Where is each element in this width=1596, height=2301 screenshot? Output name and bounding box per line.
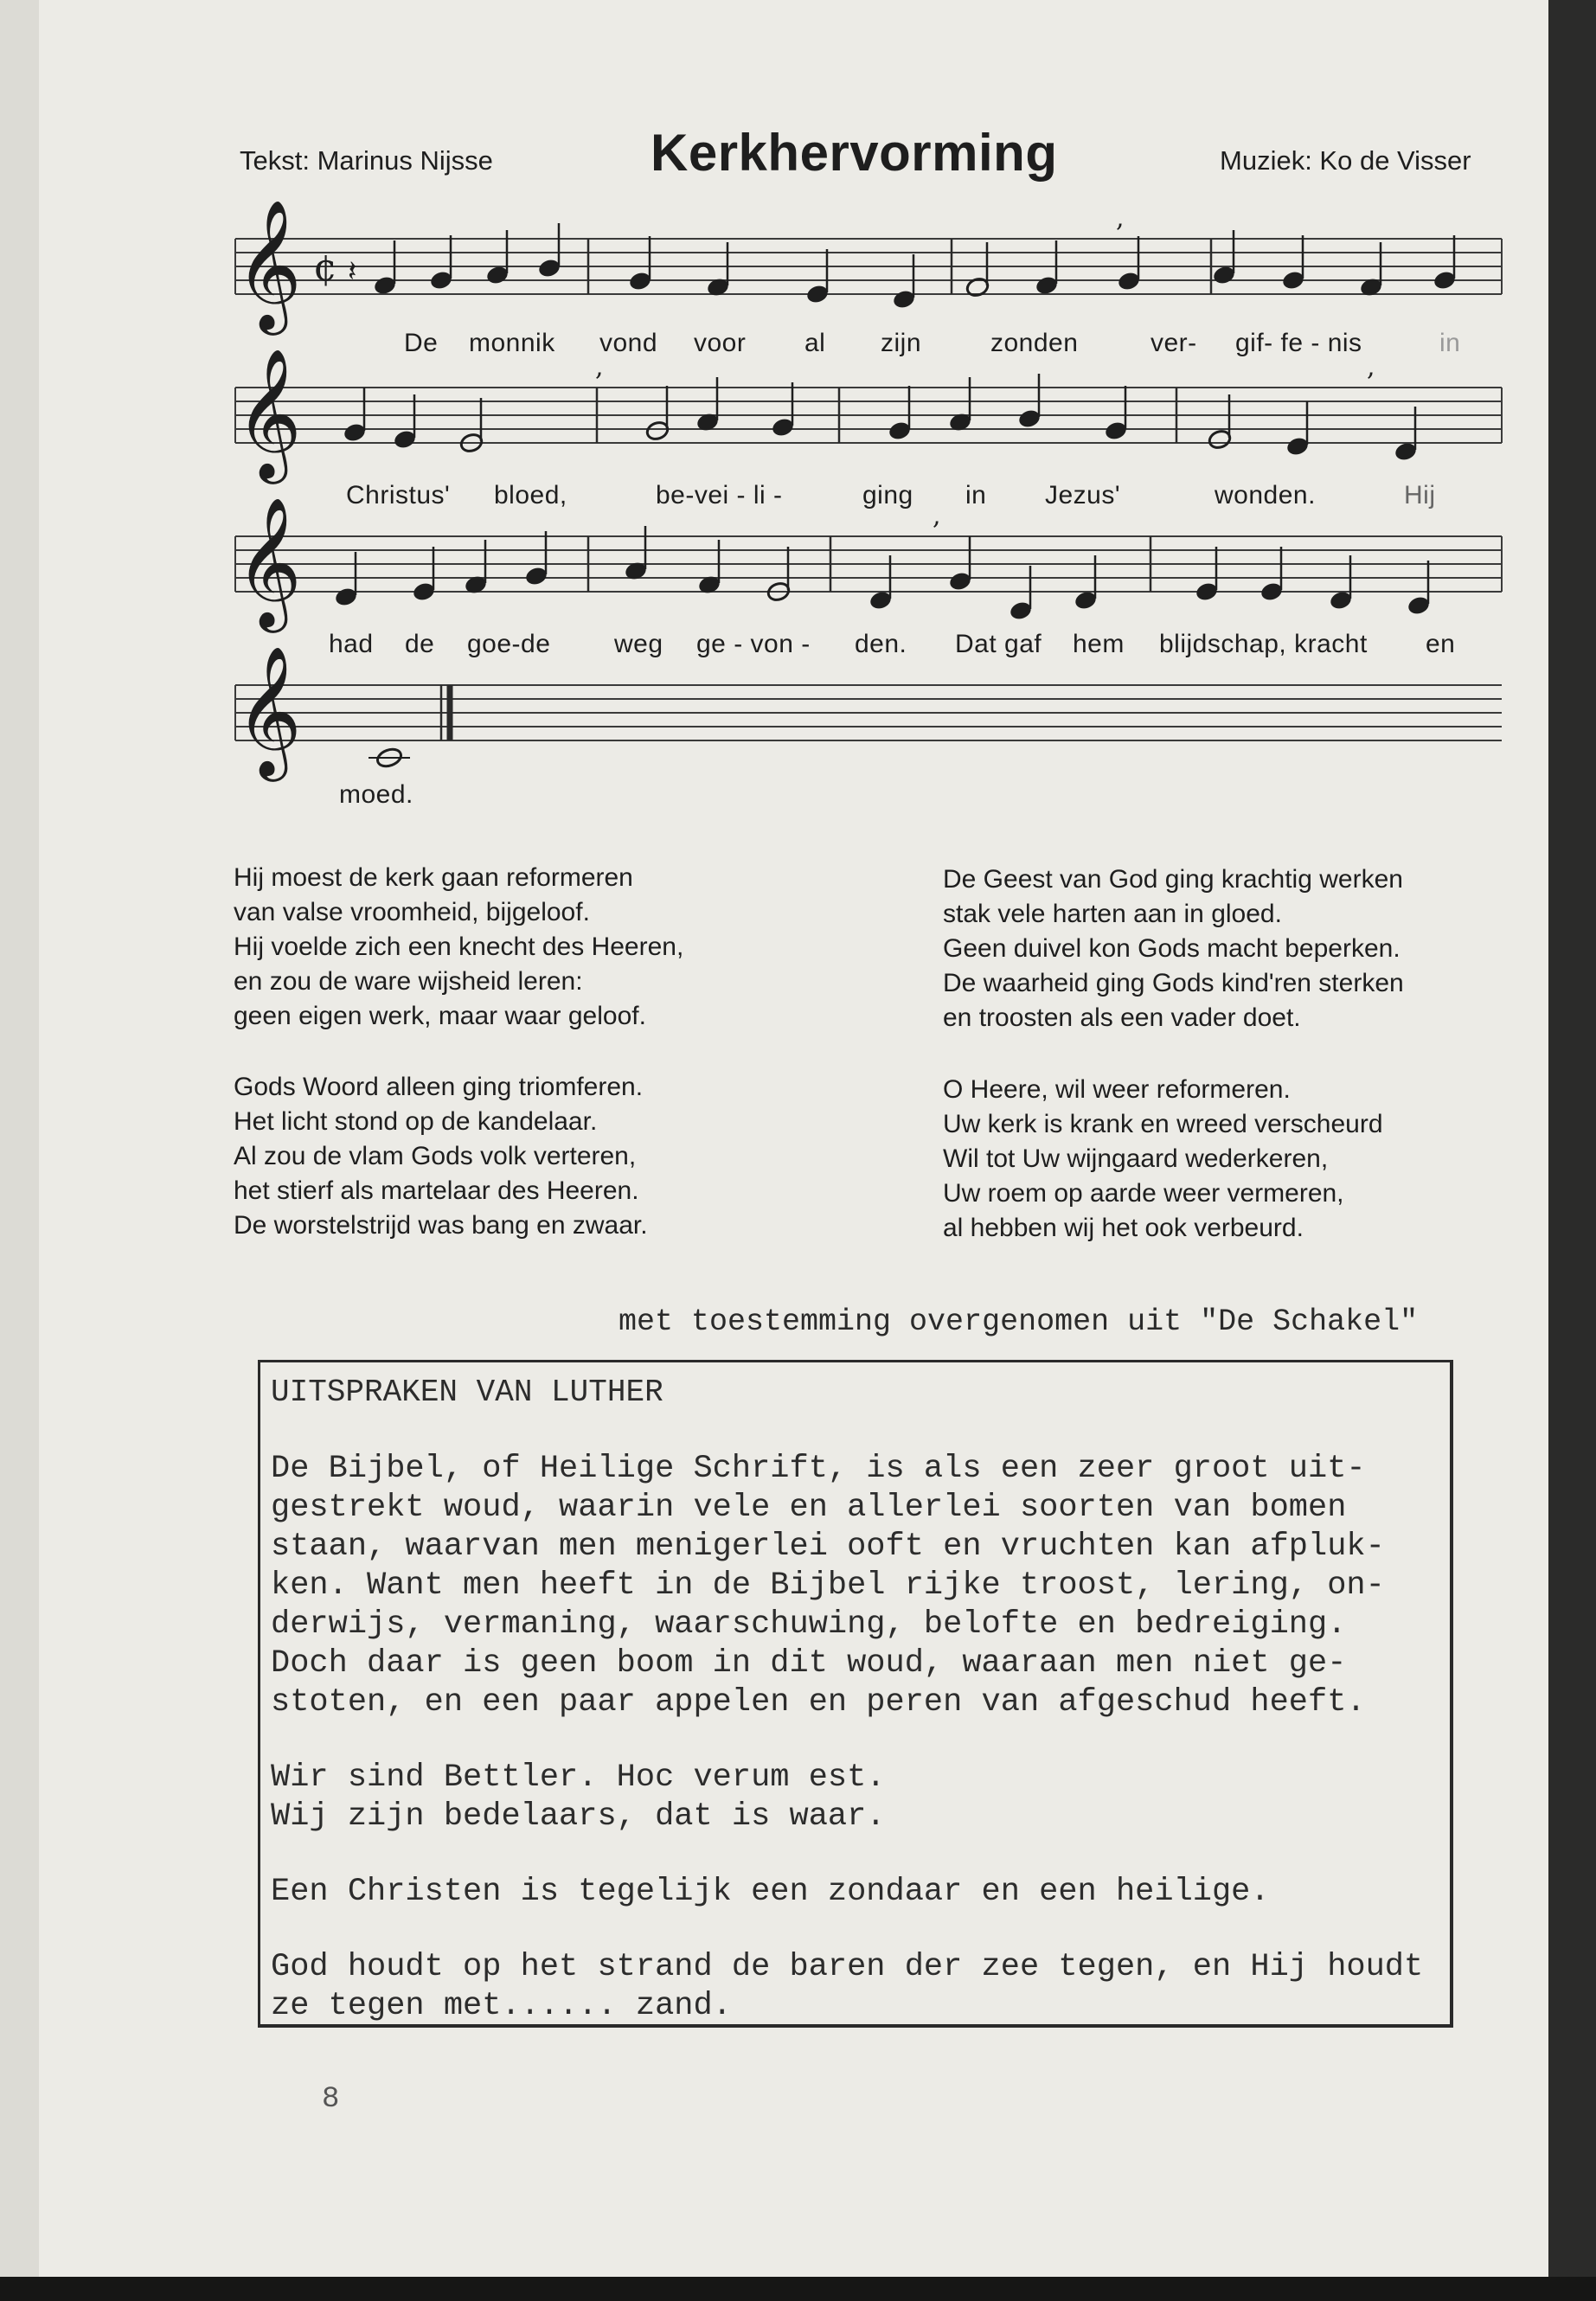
note [771,382,796,439]
lyric-syllable: monnik [469,329,555,357]
lyric-syllable: Hij [1404,481,1436,510]
note [1433,235,1458,292]
note [706,242,731,298]
quote-line: gestrekt woud, waarin vele en allerlei soorten van bomen [271,1490,1347,1526]
note [1009,566,1034,622]
verse-line: De Geest van God ging krachtig werken [943,865,1403,894]
note [624,526,649,582]
verse-1 [234,861,683,1034]
lyric-syllable: de [405,630,435,658]
quarter-rest: 𝄽 [348,254,357,289]
note [697,540,722,596]
note [1117,236,1142,292]
verse-line: van valse vroomheid, bijgeloof. [234,898,590,926]
composer-credit: Muziek: Ko de Visser [1220,145,1471,176]
lyric-syllable: ver- [1151,329,1197,357]
note [805,249,830,305]
lyric-syllable: weg [614,630,663,658]
verse-line: Geen duivel kon Gods macht beperken. [943,934,1401,963]
lyric-syllable: zonden [990,329,1079,357]
note [334,552,359,608]
verse-line: Het licht stond op de kandelaar. [234,1107,598,1136]
verse-line: Uw roem op aarde weer vermeren, [943,1179,1344,1208]
lyric-syllable: al [804,329,826,357]
treble-clef: 𝄞 [235,198,302,330]
verse-line: Hij moest de kerk gaan reformeren [234,863,633,892]
lyric-syllable: en [1426,630,1456,658]
page-number: 8 [322,2083,340,2116]
note [888,386,913,442]
verse-line: en troosten als een vader doet. [943,1003,1301,1032]
treble-clef: 𝄞 [235,644,302,776]
verse-line: Al zou de vlam Gods volk verteren, [234,1142,637,1170]
quote-line: Wij zijn bedelaars, dat is waar. [271,1798,886,1835]
quote-line: De Bijbel, of Heilige Schrift, is als een zeer groot uit- [271,1451,1366,1487]
quote-line: Wir sind Bettler. Hoc verum est. [271,1759,886,1796]
lyric-syllable: in [1439,329,1461,357]
lyric-syllable: ging [862,481,913,510]
lyric-syllable: moed. [339,780,413,809]
breath-mark: , [1116,203,1125,234]
treble-clef: 𝄞 [235,496,302,627]
note [537,223,562,279]
note [1281,235,1306,292]
note [1035,240,1060,297]
lyric-syllable: hem [1073,630,1125,658]
note [948,377,973,433]
note [1104,386,1129,442]
note [628,236,653,292]
lyric-syllable: goe-de [467,630,551,658]
verse-line: De worstelstrijd was bang en zwaar. [234,1211,648,1240]
note [965,242,990,298]
sheet-music [0,0,1596,830]
verse-line: Uw kerk is krank en wreed verscheurd [943,1110,1383,1138]
lyric-syllable: ge - von - [696,630,811,658]
verse-line: stak vele harten aan in gloed. [943,900,1282,928]
quote-line: derwijs, vermaning, waarschuwing, belofte en bedreiging. [271,1606,1347,1643]
verse-line: Gods Woord alleen ging triomferen. [234,1073,644,1101]
note [892,254,917,311]
quote-line: Doch daar is geen boom in dit woud, waaraan men niet ge- [271,1645,1347,1682]
lyric-syllable: bloed, [494,481,567,510]
lyric-syllable: be-vei - li - [656,481,783,510]
note [524,531,549,587]
breath-mark: , [933,501,941,531]
note [1259,547,1285,603]
source-credit: met toestemming overgenomen uit "De Schakel" [619,1304,1419,1339]
lyric-syllable: den. [855,630,907,658]
cut-time-sign: ¢ [313,246,337,290]
note [695,377,721,433]
quote-line: Een Christen is tegelijk een zondaar en een heilige. [271,1874,1270,1910]
verse-line: en zou de ware wijsheid leren: [234,967,583,996]
lyric-syllable: blijdschap, kracht [1159,630,1368,658]
breath-mark: , [595,352,604,382]
note [369,747,410,769]
box-heading: UITSPRAKEN VAN LUTHER [271,1375,663,1410]
lyric-syllable: wonden. [1215,481,1316,510]
lyricist-credit: Tekst: Marinus Nijsse [240,145,493,176]
breath-mark: , [1367,352,1375,382]
note [429,235,454,292]
verse-line: O Heere, wil weer reformeren. [943,1075,1291,1104]
lyric-syllable: zijn [881,329,922,357]
verse-line: Wil tot Uw wijngaard wederkeren, [943,1144,1329,1173]
verse-3 [943,862,1404,1035]
verse-line: Hij voelde zich een knecht des Heeren, [234,933,684,961]
note [1195,547,1220,603]
note [393,394,418,451]
quote-line: staan, waarvan men menigerlei ooft en vruchten kan afpluk- [271,1529,1385,1565]
verse-4 [943,1073,1383,1246]
lyric-syllable: in [965,481,987,510]
lyric-syllable: Jezus' [1045,481,1121,510]
note [766,547,792,603]
note [459,398,484,454]
treble-clefs [235,198,302,782]
lyric-syllable: had [329,630,374,658]
note [412,547,437,603]
lyric-syllable: voor [694,329,747,357]
treble-clef: 𝄞 [235,347,302,478]
verse-line: het stierf als martelaar des Heeren. [234,1176,639,1205]
note [1208,394,1233,451]
luther-quotes-box [258,1360,1453,2028]
note [373,240,398,297]
lyric-syllable: gif- fe - nis [1235,329,1362,357]
verse-line: geen eigen werk, maar waar geloof. [234,1002,646,1030]
song-title: Kerkhervorming [651,124,1058,182]
quote-line: God houdt op het strand de baren der zee tegen, en Hij houdt [271,1949,1424,1985]
page-bottom-edge [0,2277,1596,2301]
quote-line: stoten, en een paar appelen en peren van afgeschud heeft. [271,1684,1366,1721]
verse-line: De waarheid ging Gods kind'ren sterken [943,969,1404,997]
lyric-syllable: De [404,329,439,357]
lyric-syllable: vond [599,329,658,357]
verse-line: al hebben wij het ook verbeurd. [943,1214,1304,1242]
quote-line: ken. Want men heeft in de Bijbel rijke troost, lering, on- [271,1567,1385,1604]
note [645,386,670,442]
lyric-syllable: Dat gaf [955,630,1042,658]
note [464,540,489,596]
note [1359,242,1384,298]
note [1407,561,1432,617]
quote-line: ze tegen met...... zand. [271,1988,732,2024]
verse-2 [234,1070,648,1243]
lyric-syllable: Christus' [346,481,451,510]
